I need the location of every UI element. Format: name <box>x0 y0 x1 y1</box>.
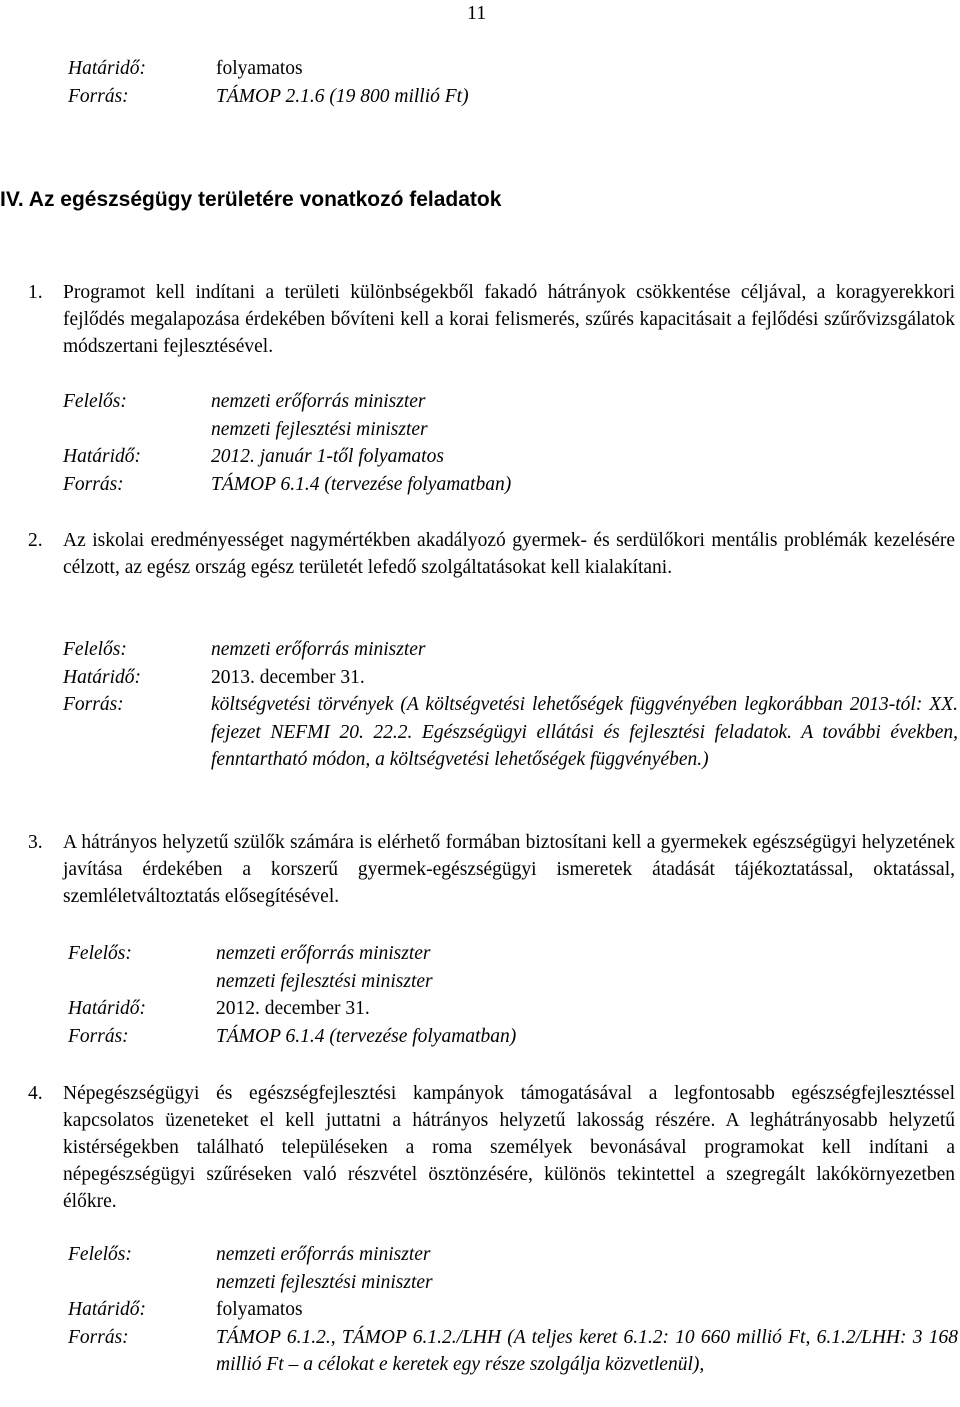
meta-value: nemzeti erőforrás miniszter <box>211 391 426 412</box>
meta-value: nemzeti fejlesztési miniszter <box>211 418 428 440</box>
meta-label: Határidő: <box>68 58 146 79</box>
meta-row-hatarido <box>68 55 960 83</box>
meta-label: Forrás: <box>68 1326 129 1348</box>
top-meta-block <box>68 55 960 110</box>
meta-row-forras <box>68 1023 958 1051</box>
meta-value: nemzeti fejlesztési miniszter <box>216 1271 433 1293</box>
item-text: Népegészségügyi és egészségfejlesztési kampányok támogatásával a legfontosabb egészségfejlesztéssel kapcsolatos üzeneteket el kell juttatni a hátrányos helyzetű lakosság részére. A leghátrányosabb helyzetű kistérségekben található településeken a roma személyek bevonásával programokat kell indítani a népegészségügyi szűréseken való részvétel ösztönzésére, különös tekintettel a szegregált lakókörnyezetben élőkre. <box>63 1083 955 1212</box>
item-text: Programot kell indítani a területi különbségekből fakadó hátrányok csökkentése céljával, a koragyerekkori fejlődés megalapozása érdekében bővíteni kell a korai felismerés, szűrés kapacitásait a fejlődési szűrővizsgálatok módszertani fejlesztésével. <box>63 282 955 357</box>
meta-value: folyamatos <box>216 1299 303 1320</box>
meta-row-felelos <box>68 940 958 995</box>
meta-row-felelos <box>63 636 958 664</box>
meta-label: Forrás: <box>63 473 124 495</box>
meta-label: Forrás: <box>68 1025 129 1047</box>
meta-row-felelos <box>63 388 958 443</box>
item-number: 1. <box>28 282 43 303</box>
meta-label: Forrás: <box>63 694 124 715</box>
meta-label: Forrás: <box>68 85 129 107</box>
meta-label: Felelős: <box>68 943 132 964</box>
meta-value: nemzeti erőforrás miniszter <box>211 639 426 660</box>
meta-value: 2012. december 31. <box>216 998 370 1019</box>
meta-value: TÁMOP 6.1.4 (tervezése folyamatban) <box>211 473 512 495</box>
meta-label: Határidő: <box>63 446 141 467</box>
meta-label: Felelős: <box>68 1244 132 1265</box>
meta-value: nemzeti fejlesztési miniszter <box>216 970 433 992</box>
meta-row-forras <box>63 471 958 499</box>
meta-row-hatarido <box>63 664 958 692</box>
meta-label: Felelős: <box>63 639 127 660</box>
item-text: A hátrányos helyzetű szülők számára is elérhető formában biztosítani kell a gyermekek egészségügyi helyzetének javítása érdekében a korszerű gyermek-egészségügyi ismeretek átadását tájékoztatással, oktatással, szemléletváltoztatás elősegítésével. <box>63 832 955 907</box>
item-text: Az iskolai eredményességet nagymértékben akadályozó gyermek- és serdülőkori mentális problémák kezelésére célzott, az egész ország egész területét lefedő szolgáltatásokat kell kialakítani. <box>63 530 955 578</box>
meta-label: Határidő: <box>63 666 141 688</box>
meta-value: TÁMOP 6.1.4 (tervezése folyamatban) <box>216 1025 517 1047</box>
meta-label: Határidő: <box>68 1299 146 1320</box>
meta-value: TÁMOP 2.1.6 (19 800 millió Ft) <box>216 85 469 107</box>
meta-row-forras <box>68 1324 958 1379</box>
item-number: 4. <box>28 1083 43 1104</box>
meta-value: folyamatos <box>216 58 303 79</box>
meta-row-forras <box>63 691 958 774</box>
meta-row-hatarido <box>68 995 958 1023</box>
meta-row-felelos <box>68 1241 958 1296</box>
meta-value: 2012. január 1-től folyamatos <box>211 446 444 467</box>
meta-row-forras <box>68 83 960 111</box>
meta-value: nemzeti erőforrás miniszter <box>216 1244 431 1265</box>
meta-value: 2013. december 31. <box>211 666 365 688</box>
meta-value: költségvetési törvények (A költségvetési lehetőségek függvényében legkorábban 2013-tól: XX. fejezet NEFMI 20. 22.2. Egészségügyi ellátási és fejlesztési feladatok. A további években, fenntartható módon, a költségvetési lehetőségek függvényében.) <box>211 694 958 770</box>
meta-value: TÁMOP 6.1.2., TÁMOP 6.1.2./LHH (A teljes keret 6.1.2: 10 660 millió Ft, 6.1.2/LHH: 3 168 millió Ft – a célokat e keretek egy része szolgálja közvetlenül), <box>216 1326 958 1375</box>
section-heading: IV. Az egészségügy területére vonatkozó feladatok <box>0 188 502 211</box>
meta-row-hatarido <box>63 443 958 471</box>
item-meta <box>63 388 958 498</box>
item-meta <box>63 636 958 774</box>
item-number: 2. <box>28 530 43 551</box>
page-number: 11 <box>467 2 487 24</box>
item-number: 3. <box>28 832 43 853</box>
meta-label: Határidő: <box>68 998 146 1019</box>
item-meta <box>68 940 958 1050</box>
meta-value: nemzeti erőforrás miniszter <box>216 943 431 964</box>
meta-label: Felelős: <box>63 391 127 412</box>
item-meta <box>68 1241 958 1379</box>
meta-row-hatarido <box>68 1296 958 1324</box>
